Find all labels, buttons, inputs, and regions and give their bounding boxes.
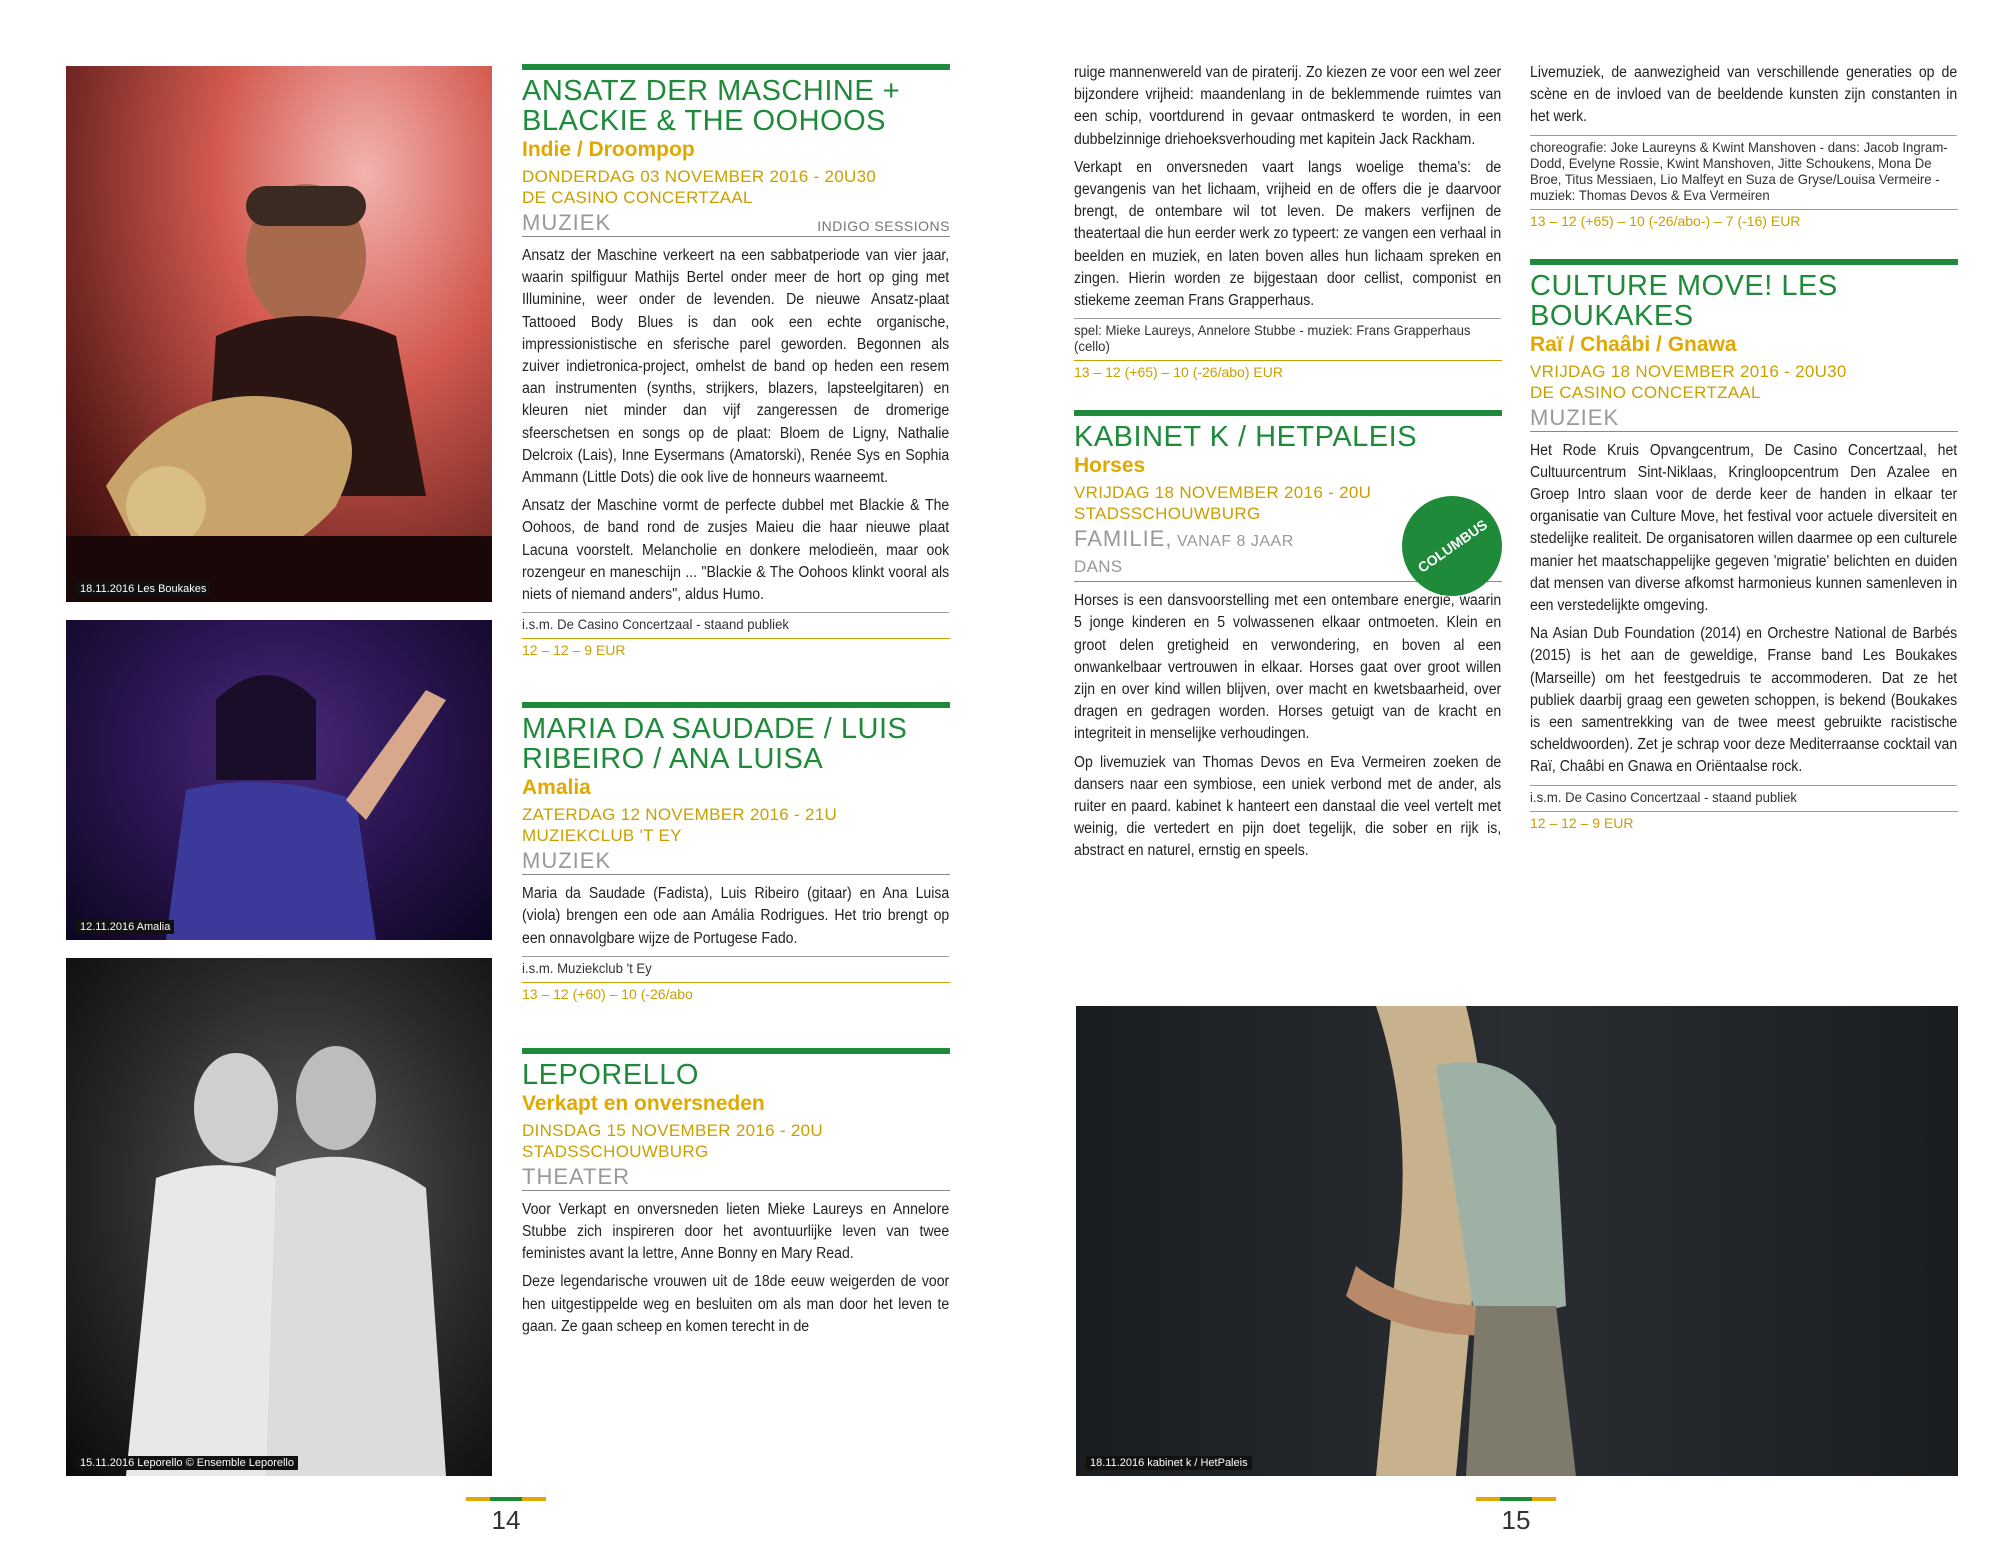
event-series: INDIGO SESSIONS	[817, 218, 950, 234]
event-category-2: DANS	[1074, 556, 1502, 582]
category-row	[522, 848, 950, 875]
page-number-left	[466, 1505, 546, 1536]
event-age: VANAF 8 JAAR	[1176, 533, 1294, 551]
event-date: VRIJDAG 18 NOVEMBER 2016 - 20U30	[1530, 361, 1847, 381]
page-number-bar	[1476, 1497, 1556, 1501]
event-category: MUZIEK	[522, 210, 612, 235]
event-venue: DE CASINO CONCERTZAAL	[522, 188, 753, 207]
event-date: VRIJDAG 18 NOVEMBER 2016 - 20U	[1074, 483, 1372, 503]
photo-amalia	[66, 620, 492, 940]
paragraph: Horses is een dansvoorstelling met een ontembare energie, waarin 5 jonge kinderen en 5 volwassenen elkaar ontmoeten. Klein en groot delen gretigheid en verwondering, en boven al een onwankelbaar vertrouwen in elkaar. Horses gaat over groot willen zijn en over kind willen blijven, over macht en kwetsbaarheid, over dragen en gedragen worden. Horses getuigt van de kracht en integriteit in menselijke verhoudingen.	[1074, 592, 1502, 743]
event-genre: Horses	[1074, 454, 1146, 478]
paragraph: Ansatz der Maschine verkeert na een sabbatperiode van vier jaar, waarin spilfiguur Mathijs Bertel onder meer de hort op ging met Illuminine, weer onder de levenden. De nieuwe Ansatz-plaat Tattooed Body Blues is dan ook een echte organische, impressionistische en sferische parel geworden. Begonnen als zuiver indietronica-project, omhelst de band op heden een resem aan instrumenten (synths, strijkers, blazers, lapsteelgitaren) en kleuren niet minder dan vijf zangeressen de dromerige sfeerschetsen en songs op de plaat: Bloem de Ligny, Nathalie Delcroix (Lais), Inne Eysermans (Amatorski), Renée Sys en Sophia Ammann (Little Dots) die ook live de honneurs waarneemt.	[522, 247, 950, 487]
event-price: 13 – 12 (+65) – 10 (-26/abo) EUR	[1074, 360, 1502, 380]
event-credit: spel: Mieke Laureys, Annelore Stubbe - muziek: Frans Grapperhaus (cello)	[1074, 318, 1500, 354]
event-body	[522, 245, 950, 606]
event-price: 12 – 12 – 9 EUR	[522, 638, 950, 658]
category-row	[1530, 405, 1958, 432]
event-credit: i.s.m. De Casino Concertzaal - staand publiek	[522, 612, 948, 632]
kabinet-continued	[1530, 62, 1958, 129]
event-category: MUZIEK	[522, 848, 612, 874]
page-number-right	[1476, 1505, 1556, 1536]
event-price: 12 – 12 – 9 EUR	[1530, 811, 1958, 831]
event-genre: Indie / Droompop	[522, 138, 695, 161]
right-text-column-2	[1530, 62, 1958, 877]
event-culture-move	[1530, 259, 1958, 831]
photo-kabinet-k	[1076, 1006, 1958, 1476]
paragraph: Ansatz der Maschine vormt de perfecte dubbel met Blackie & The Oohoos, de band rond de zusjes Maieu die haar nieuwe plaat Lacuna voorstelt. Melancholie en donkere melodieën, maar ook rozengeur en maneschijn ... "Blackie & The Oohoos klinkt vooral als niets of niemand anders", aldus Humo.	[522, 497, 950, 604]
paragraph: Op livemuziek van Thomas Devos en Eva Vermeiren zoeken de dansers naar een symbiose, een uniek verbond met de ander, als ruiter en paard. kabinet k hanteert een danstaal die veel vertelt met weinig, die vertedert en pijn doet tegelijk, die sober en rijk is, abstract en naturel, ernstig en speels.	[1074, 753, 1502, 860]
event-category: MUZIEK	[1530, 404, 1620, 430]
event-price: 13 – 12 (+65) – 10 (-26/abo-) – 7 (-16) EUR	[1530, 209, 1958, 229]
event-venue: DE CASINO CONCERTZAAL	[1530, 382, 1761, 402]
event-title: ANSATZ DER MASCHINE + BLACKIE & THE OOHOOS	[522, 75, 901, 137]
page-number-bar	[466, 1497, 546, 1501]
event-body	[1530, 440, 1958, 779]
event-title: KABINET K / HETPALEIS	[1074, 421, 1418, 454]
event-title: CULTURE MOVE! LES BOUKAKES	[1530, 269, 1838, 332]
category-row	[522, 1164, 950, 1191]
event-credit: i.s.m. Muziekclub 't Ey	[522, 956, 948, 976]
page-number-text: 14	[491, 1505, 521, 1535]
badge-label: COLUMBUS	[1414, 516, 1490, 576]
photo-caption: 15.11.2016 Leporello © Ensemble Leporello	[76, 1456, 298, 1470]
photo-caption: 18.11.2016 Les Boukakes	[76, 582, 210, 596]
event-venue: MUZIEKCLUB 'T EY	[522, 826, 682, 846]
page-number-text: 15	[1501, 1505, 1531, 1535]
event-genre: Raï / Chaâbi / Gnawa	[1530, 332, 1737, 356]
event-genre: Amalia	[522, 776, 591, 800]
paragraph: Voor Verkapt en onversneden lieten Mieke Laureys en Annelore Stubbe zich inspireren door het avontuurlijke leven van twee feministes avant la lettre, Anne Bonny en Mary Read.	[522, 1200, 950, 1263]
event-ansatz	[522, 64, 950, 658]
paragraph: Het Rode Kruis Opvangcentrum, De Casino Concertzaal, het Cultuurcentrum Sint-Niklaas, Kringloopcentrum Den Azalee en Groep Intro slaan voor de derde keer de handen in elkaar ter organisatie van Culture Move, het festival voor actuele diversiteit en stedelijke realiteit. De organisatoren willen daarmee op een culturele manier het maatschappelijke gegeven 'migratie' belichten en duiden dat mensen van diverse afkomst harmonieus kunnen samenleven in een verstedelijkte omgeving.	[1530, 441, 1958, 615]
event-title: MARIA DA SAUDADE / LUIS RIBEIRO / ANA LUISA	[522, 713, 908, 776]
photo-leporello	[66, 958, 492, 1476]
event-price: 13 – 12 (+60) – 10 (-26/abo	[522, 982, 950, 1002]
photo-caption: 18.11.2016 kabinet k / HetPaleis	[1086, 1456, 1252, 1470]
event-category: THEATER	[522, 1163, 631, 1189]
paragraph: Na Asian Dub Foundation (2014) en Orchestre National de Barbés (2015) is het aan de geweldige, Franse band Les Boukakes (Marseille) om het feestgedruis te accommoderen. Dat ze het publiek daarbij graag een geweten schoppen, is bekend (Boukakes is een samentrekking van de twee meest gebruikte racistische scheldwoorden). Zet je schrap voor deze Mediterraanse cocktail van Raï, Chaâbi en Gnawa en Oriëntaalse rock.	[1530, 625, 1958, 776]
event-genre: Verkapt en onversneden	[522, 1091, 765, 1115]
left-text-column	[522, 64, 950, 1384]
leporello-continued	[1074, 62, 1502, 312]
event-venue: STADSSCHOUWBURG	[1074, 504, 1261, 524]
event-title: LEPORELLO	[522, 1058, 699, 1091]
paragraph: ruige mannenwereld van de piraterij. Zo kiezen ze voor een wel zeer bijzondere vrijheid: maandenlang in de beklemmende ruimtes van een schip, voortdurend in gevaar ontmaskerd te worden, in een dubbelzinnige driehoeksverhouding met kapitein Jack Rackham.	[1074, 64, 1502, 148]
event-body	[522, 883, 950, 950]
paragraph: Deze legendarische vrouwen uit de 18de eeuw weigerden de voor hen uitgestippelde weg en besluiten om als man door het leven te gaan. Ze gaan scheep en komen terecht in de	[522, 1273, 950, 1335]
event-kabinet-k	[1074, 410, 1502, 862]
paragraph: Livemuziek, de aanwezigheid van verschillende generaties op de scène en de invloed van de beeldende kunsten zijn constanten in het werk.	[1530, 64, 1958, 126]
event-venue: STADSSCHOUWBURG	[522, 1141, 709, 1161]
event-leporello	[522, 1048, 950, 1338]
columbus-badge	[1402, 496, 1502, 596]
event-maria-da-saudade	[522, 702, 950, 1002]
event-date: DINSDAG 15 NOVEMBER 2016 - 20U	[522, 1120, 823, 1140]
paragraph: Maria da Saudade (Fadista), Luis Ribeiro (gitaar) en Ana Luisa (viola) brengen een ode aan Amália Rodrigues. Het trio brengt op een onnavolgbare wijze de Portugese Fado.	[522, 885, 950, 947]
right-text-column-1	[1074, 62, 1502, 909]
event-date: DONDERDAG 03 NOVEMBER 2016 - 20U30	[522, 167, 877, 186]
event-body	[1074, 590, 1502, 862]
photo-caption: 12.11.2016 Amalia	[76, 920, 174, 934]
category-row	[522, 210, 950, 237]
event-category: FAMILIE,	[1074, 526, 1173, 552]
paragraph: Verkapt en onversneden vaart langs woelige thema's: de gevangenis van het lichaam, vrijheid en de offers die je daarvoor brengt, de ontembare wil tot leven. De makers verfijnen de theatertaal die hun eerder werk zo typeert: ze vangen een verhaal in beelden en muziek, en laten boven alles hun lichaam spreken en zingen. Hierin worden ze bijgestaan door cellist, componist en stiekeme zeeman Frans Grapperhaus.	[1074, 158, 1502, 310]
event-date: ZATERDAG 12 NOVEMBER 2016 - 21U	[522, 805, 838, 825]
event-credit: choreografie: Joke Laureyns & Kwint Manshoven - dans: Jacob Ingram-Dodd, Evelyne Rossie, Kwint Manshoven, Jitte Schoukens, Mona De Broe, Titus Messiaen, Lio Malfeyt en Suza de Gryse/Louisa Vermeire - muziek: Thomas Devos & Eva Vermeiren	[1530, 135, 1956, 203]
event-credit: i.s.m. De Casino Concertzaal - staand publiek	[1530, 785, 1956, 805]
photo-boukakes	[66, 66, 492, 602]
event-body	[522, 1199, 950, 1338]
